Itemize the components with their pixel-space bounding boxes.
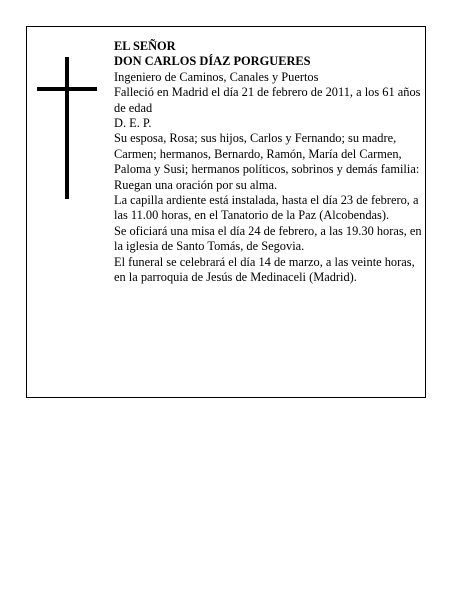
cross-icon [37, 57, 97, 199]
dep-line: D. E. P. [114, 116, 152, 131]
profession: Ingeniero de Caminos, Canales y Puertos [114, 69, 319, 84]
funeral-info: El funeral se celebrará el día 14 de marzo, a las veinte horas, en la parroquia de Jesús de Medinaceli (Madrid). [114, 254, 415, 285]
chapel-info: La capilla ardiente está instalada, hasta el día 23 de febrero, a las 11.00 horas, en el Tanatorio de la Paz (Alcobendas). [114, 193, 419, 223]
mass-info: Se oficiará una misa el día 24 de febrero, a las 19.30 horas, en la iglesia de Santo Tomás, de Segovia. [114, 223, 422, 254]
cross-horizontal-bar [37, 87, 97, 91]
family-list: Su esposa, Rosa; sus hijos, Carlos y Fernando; su madre, Carmen; hermanos, Bernardo, Ramón, María del Carmen, Paloma y Susi; hermanos políticos, sobrinos y demás familia: [114, 131, 420, 177]
prayer-request: Ruegan una oración por su alma. [114, 177, 278, 192]
cross-vertical-bar [65, 57, 69, 199]
notice-text [114, 39, 422, 286]
notice-title: EL SEÑOR [114, 39, 176, 53]
death-statement: Falleció en Madrid el día 21 de febrero de 2011, a los 61 años de edad [114, 85, 421, 115]
deceased-name: DON CARLOS DÍAZ PORGUERES [114, 54, 311, 69]
obituary-notice [26, 26, 426, 398]
